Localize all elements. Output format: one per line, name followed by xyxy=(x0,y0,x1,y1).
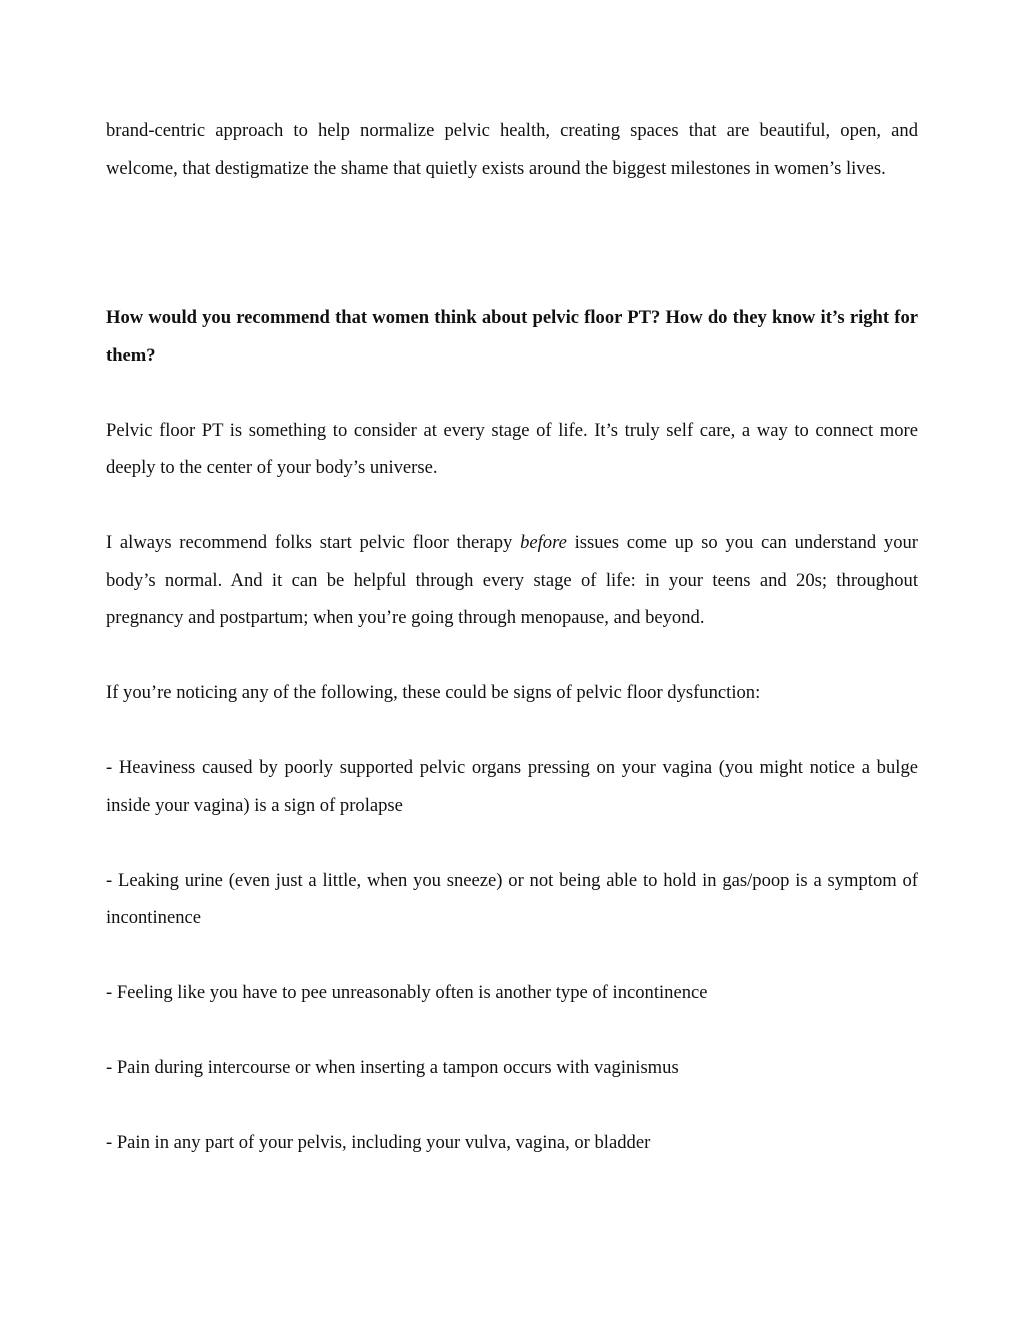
sign-item: - Pain in any part of your pelvis, including your vulva, vagina, or bladder xyxy=(106,1132,651,1153)
question-heading: How would you recommend that women think about pelvic floor PT? How do they know it’s right for them? xyxy=(106,307,918,366)
answer-paragraph-1: Pelvic floor PT is something to consider at every stage of life. It’s truly self care, a way to connect more deeply to the center of your body’s universe. xyxy=(106,419,918,478)
answer-paragraph-3: If you’re noticing any of the following, these could be signs of pelvic floor dysfunction: xyxy=(106,682,761,703)
section-spacer xyxy=(106,187,918,299)
sign-item: - Heaviness caused by poorly supported pelvic organs pressing on your vagina (you might notice a bulge inside your vagina) is a sign of prolapse xyxy=(106,757,918,816)
answer-paragraph-2-end: issues come up so you can understand your body’s normal. And it can be helpful through every stage of life: in your teens and 20s; throughout pregnancy and postpartum; when you’re going through menopause, and beyond. xyxy=(106,532,918,628)
answer-paragraph-2-start: I always recommend folks start pelvic floor therapy xyxy=(106,532,521,553)
document-page xyxy=(106,112,918,1162)
sign-item: - Pain during intercourse or when inserting a tampon occurs with vaginismus xyxy=(106,1057,679,1078)
answer-paragraph-2 xyxy=(106,524,918,637)
intro-paragraph: brand-centric approach to help normalize pelvic health, creating spaces that are beautiful, open, and welcome, that destigmatize the shame that quietly exists around the biggest milestones in women’s lives. xyxy=(106,120,918,179)
sign-item: - Feeling like you have to pee unreasonably often is another type of incontinence xyxy=(106,982,708,1003)
sign-item: - Leaking urine (even just a little, when you sneeze) or not being able to hold in gas/poop is a symptom of incontinence xyxy=(106,869,918,928)
emphasis-before: before xyxy=(520,532,567,553)
